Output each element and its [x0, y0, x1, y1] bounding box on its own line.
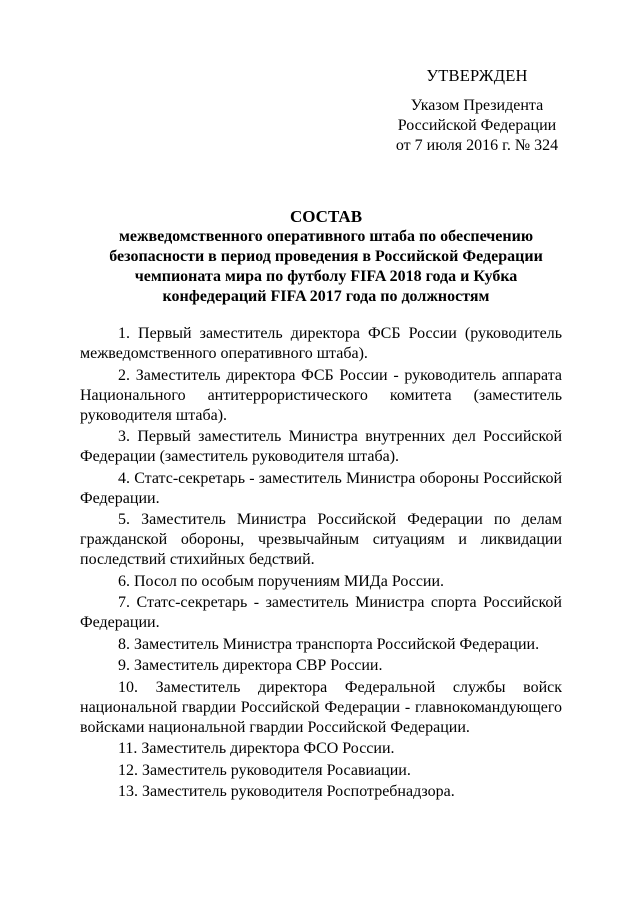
list-item: 11. Заместитель директора ФСО России.: [118, 740, 395, 757]
approval-stamp: УТВЕРЖДЕН: [426, 66, 528, 85]
title-line: конфедераций FIFA 2017 года по должностям: [162, 288, 490, 305]
composition-list: [80, 324, 562, 804]
list-item: 3. Первый заместитель Министра внутренних дел Российской Федерации (заместитель руководителя штаба).: [80, 428, 562, 465]
list-item: 9. Заместитель директора СВР России.: [118, 657, 383, 674]
approval-block: [372, 66, 582, 156]
list-item: 4. Статс-секретарь - заместитель Министра обороны Российской Федерации.: [80, 469, 562, 507]
document-heading: СОСТАВ: [289, 207, 363, 226]
list-item: 1. Первый заместитель директора ФСБ России (руководитель межведомственного оперативного штаба).: [80, 325, 562, 362]
list-item: 13. Заместитель руководителя Роспотребнадзора.: [118, 783, 455, 800]
approval-line-date: от 7 июля 2016 г. № 324: [395, 137, 559, 154]
title-line: межведомственного оперативного штаба по обеспечению: [118, 228, 534, 245]
document-title: [80, 207, 572, 307]
list-item: 10. Заместитель директора Федеральной службы войск национальной гвардии Российской Федерации - главнокомандующего войсками национальной гвардии Российской Федерации.: [80, 678, 562, 736]
list-item: 12. Заместитель руководителя Росавиации.: [118, 761, 411, 779]
list-item: 7. Статс-секретарь - заместитель Министра спорта Российской Федерации.: [80, 594, 562, 631]
list-item: 5. Заместитель Министра Российской Федерации по делам гражданской обороны, чрезвычайным ситуациям и ликвидации последствий стихийных бедствий.: [80, 511, 562, 568]
list-item: 6. Посол по особым поручениям МИДа России.: [118, 572, 445, 590]
list-item: 2. Заместитель директора ФСБ России - руководитель аппарата Национального антитеррористического комитета (заместитель руководителя штаба).: [80, 366, 562, 424]
title-line: безопасности в период проведения в Российской Федерации: [109, 248, 543, 265]
approval-line-decree: Указом Президента: [410, 97, 544, 114]
title-line: чемпионата мира по футболу FIFA 2018 года и Кубка: [134, 268, 518, 285]
approval-line-issuer: Российской Федерации: [397, 117, 557, 134]
list-item: 8. Заместитель Министра транспорта Российской Федерации.: [118, 635, 540, 653]
